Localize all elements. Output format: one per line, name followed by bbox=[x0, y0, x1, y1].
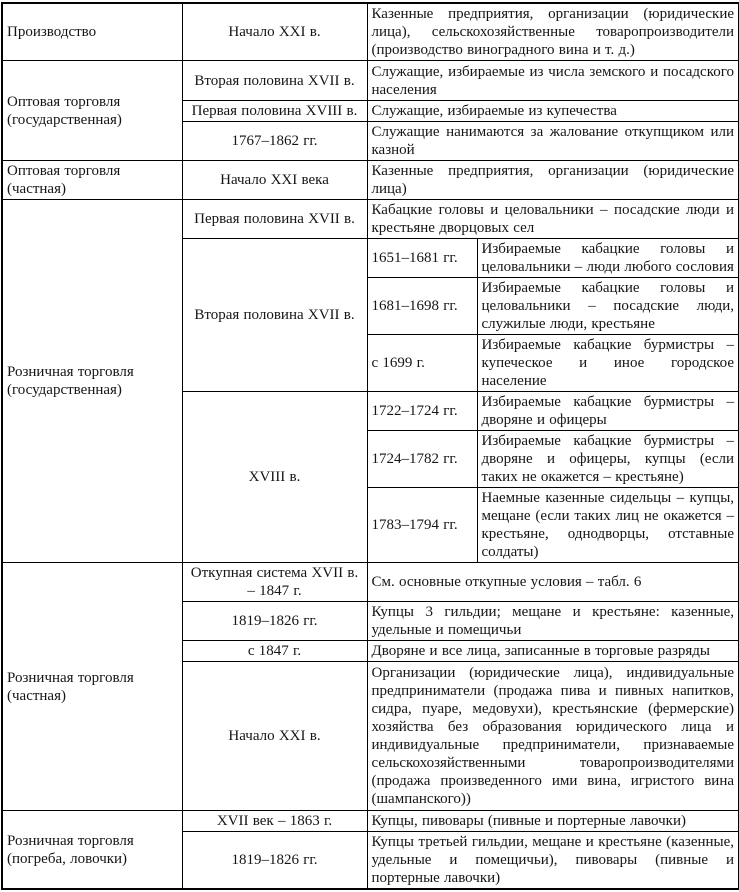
period-cell: Первая половина XVII в. bbox=[182, 200, 367, 239]
description-cell: Купцы 3 гильдии; мещане и крестьяне: казенные, удельные и помещичьи bbox=[367, 602, 739, 641]
period-cell: Откупная система XVII в. – 1847 г. bbox=[182, 563, 367, 602]
period-cell: 1767–1862 гг. bbox=[182, 122, 367, 161]
description-cell: Избираемые кабацкие бурмистры – дворяне и офицеры bbox=[477, 392, 739, 431]
category-cell: Оптовая торговля (государственная) bbox=[2, 61, 182, 161]
date-cell: 1651–1681 гг. bbox=[367, 239, 477, 278]
period-cell: Первая половина XVIII в. bbox=[182, 101, 367, 122]
description-cell: Дворяне и все лица, записанные в торговые разряды bbox=[367, 641, 739, 662]
table-row bbox=[2, 3, 739, 61]
description-cell: См. основные откупные условия – табл. 6 bbox=[367, 563, 739, 602]
description-cell: Избираемые кабацкие головы и целовальники – люди любого сословия bbox=[477, 239, 739, 278]
category-cell: Розничная торговля (погреба, ловочки) bbox=[2, 811, 182, 890]
date-cell: 1681–1698 гг. bbox=[367, 278, 477, 335]
table-row bbox=[2, 161, 739, 200]
description-cell: Купцы третьей гильдии, мещане и крестьяне (казенные, удельные и помещичьи), пивовары (пивные и портерные лавочки) bbox=[367, 832, 739, 890]
table-row bbox=[2, 61, 739, 101]
trade-supervision-table bbox=[1, 2, 739, 890]
description-cell: Кабацкие головы и целовальники – посадские люди и крестьяне дворцовых сел bbox=[367, 200, 739, 239]
period-cell: Начало XXI в. bbox=[182, 3, 367, 61]
category-cell: Производство bbox=[2, 3, 182, 61]
description-cell: Наемные казенные сидельцы – купцы, мещане (если таких лиц не окажется – крестьяне, однодворцы, отставные солдаты) bbox=[477, 488, 739, 563]
period-cell: Начало XXI века bbox=[182, 161, 367, 200]
table-row bbox=[2, 811, 739, 832]
description-cell: Служащие нанимаются за жалование откупщиком или казной bbox=[367, 122, 739, 161]
period-cell: 1819–1826 гг. bbox=[182, 602, 367, 641]
description-cell: Казенные предприятия, организации (юридические лица), сельскохозяйственные товаропроизводители (производство виноградного вина и т. д.) bbox=[367, 3, 739, 61]
description-cell: Избираемые кабацкие бурмистры – купеческое и иное городское население bbox=[477, 335, 739, 392]
category-cell: Оптовая торговля (частная) bbox=[2, 161, 182, 200]
period-cell: Начало XXI в. bbox=[182, 662, 367, 811]
description-cell: Служащие, избираемые из числа земского и посадского населения bbox=[367, 61, 739, 101]
date-cell: 1783–1794 гг. bbox=[367, 488, 477, 563]
description-cell: Казенные предприятия, организации (юридические лица) bbox=[367, 161, 739, 200]
period-cell: Вторая половина XVII в. bbox=[182, 61, 367, 101]
description-cell: Организации (юридические лица), индивидуальные предприниматели (продажа пива и пивных напитков, сидра, пуаре, медовухи), крестьянские (фермерские) хозяйства без образования юридического лица и индивидуальные предприниматели, признаваемые сельскохозяйственными товаропроизводителями (продажа произведенного ими вина, игристого вина (шампанского)) bbox=[367, 662, 739, 811]
period-cell: с 1847 г. bbox=[182, 641, 367, 662]
date-cell: с 1699 г. bbox=[367, 335, 477, 392]
date-cell: 1724–1782 гг. bbox=[367, 431, 477, 488]
date-cell: 1722–1724 гг. bbox=[367, 392, 477, 431]
period-cell: 1819–1826 гг. bbox=[182, 832, 367, 890]
description-cell: Купцы, пивовары (пивные и портерные лавочки) bbox=[367, 811, 739, 832]
table-row bbox=[2, 200, 739, 239]
description-cell: Избираемые кабацкие бурмистры – дворяне и офицеры, купцы (если таких не окажется – крестьяне) bbox=[477, 431, 739, 488]
description-cell: Избираемые кабацкие головы и целовальники – посадские люди, служилые люди, крестьяне bbox=[477, 278, 739, 335]
category-cell: Розничная торговля (государственная) bbox=[2, 200, 182, 563]
category-cell: Розничная торговля (частная) bbox=[2, 563, 182, 811]
description-cell: Служащие, избираемые из купечества bbox=[367, 101, 739, 122]
period-cell: XVII век – 1863 г. bbox=[182, 811, 367, 832]
period-cell: Вторая половина XVII в. bbox=[182, 239, 367, 392]
period-cell: XVIII в. bbox=[182, 392, 367, 563]
table-row bbox=[2, 563, 739, 602]
